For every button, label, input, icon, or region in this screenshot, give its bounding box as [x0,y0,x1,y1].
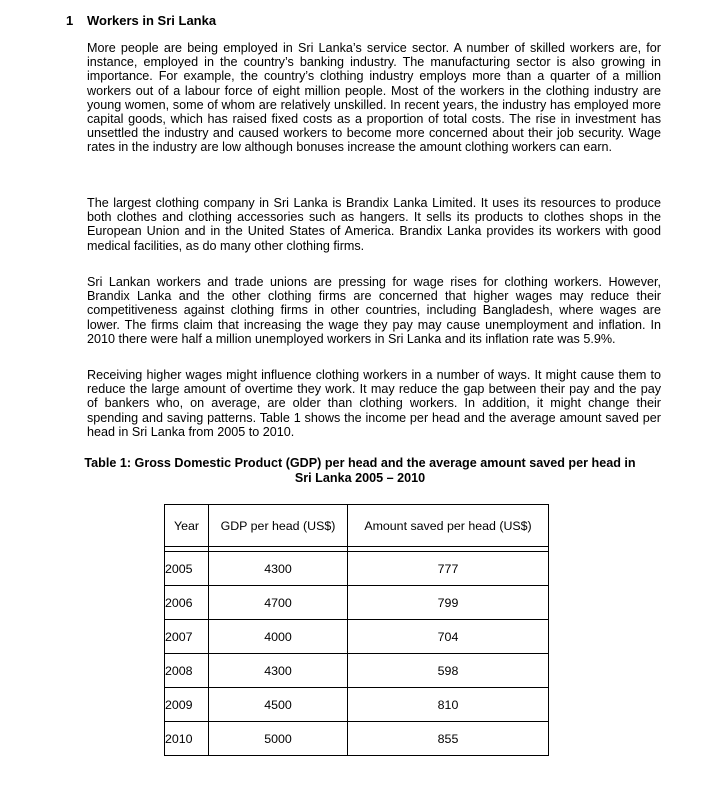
cell-gdp: 4000 [209,620,348,654]
paragraph-2: The largest clothing company in Sri Lanka is Brandix Lanka Limited. It uses its resources to produce both clothes and clothing accessories such as hangers. It sells its products to clothes shops in the European Union and in the United States of America. Brandix Lanka provides its workers with good medical facilities, as do many other clothing firms. [87,196,661,253]
gdp-table [164,504,549,756]
table-caption-line-1: Table 1: Gross Domestic Product (GDP) per head and the average amount saved per head in [84,456,636,470]
table-caption [60,456,660,485]
paragraph-1: More people are being employed in Sri Lanka’s service sector. A number of skilled workers are, for instance, employed in the country’s banking industry. The manufacturing sector is also growing in importance. For example, the country’s clothing industry employs more than a quarter of a million workers out of a labour force of eight million people. Most of the workers in the clothing industry are young women, some of whom are relatively unskilled. In recent years, the industry has employed more capital goods, which has raised fixed costs as a proportion of total costs. The rise in investment has unsettled the industry and caused workers to become more concerned about their job security. Wage rates in the industry are low although bonuses increase the amount clothing workers can earn. [87,41,661,155]
cell-gdp: 5000 [209,722,348,756]
question-number: 1 [66,13,74,28]
question-title: Workers in Sri Lanka [87,13,217,28]
cell-saved: 704 [348,620,549,654]
cell-gdp: 4300 [209,654,348,688]
cell-year: 2010 [165,722,209,756]
cell-year: 2006 [165,586,209,620]
table-row [165,688,549,722]
paragraph-4: Receiving higher wages might influence clothing workers in a number of ways. It might cause them to reduce the large amount of overtime they work. It may reduce the gap between their pay and the pay of bankers who, on average, are older than clothing workers. In addition, it might change their spending and saving patterns. Table 1 shows the income per head and the average amount saved per head in Sri Lanka from 2005 to 2010. [87,368,661,439]
table-header-row [165,505,549,547]
table-row [165,552,549,586]
cell-saved: 799 [348,586,549,620]
table-row [165,586,549,620]
header-saved: Amount saved per head (US$) [348,505,549,547]
header-gdp: GDP per head (US$) [209,505,348,547]
cell-saved: 777 [348,552,549,586]
cell-year: 2005 [165,552,209,586]
cell-year: 2007 [165,620,209,654]
paragraph-3: Sri Lankan workers and trade unions are pressing for wage rises for clothing workers. However, Brandix Lanka and the other clothing firms are concerned that higher wages may reduce their competitiveness against clothing firms in other countries, including Bangladesh, where wages are lower. The firms claim that increasing the wage they pay may cause unemployment and inflation. In 2010 there were half a million unemployed workers in Sri Lanka and its inflation rate was 5.9%. [87,275,661,346]
cell-saved: 810 [348,688,549,722]
cell-gdp: 4300 [209,552,348,586]
table-caption-line-2: Sri Lanka 2005 – 2010 [294,470,426,485]
cell-year: 2008 [165,654,209,688]
cell-gdp: 4500 [209,688,348,722]
header-year: Year [165,505,209,547]
cell-year: 2009 [165,688,209,722]
table-row [165,620,549,654]
table-row [165,722,549,756]
cell-saved: 855 [348,722,549,756]
cell-gdp: 4700 [209,586,348,620]
table-row [165,654,549,688]
cell-saved: 598 [348,654,549,688]
